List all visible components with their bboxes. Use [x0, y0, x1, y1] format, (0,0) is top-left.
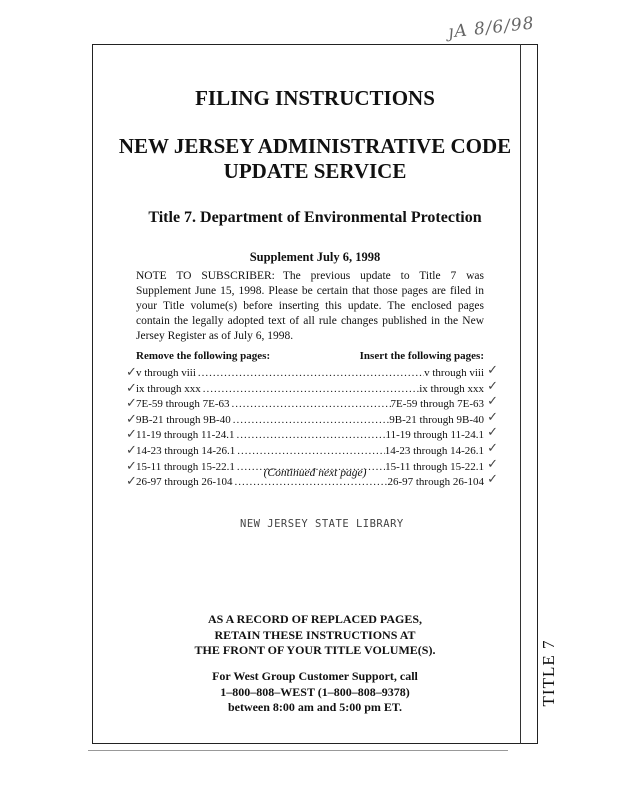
record-instructions	[92, 612, 538, 659]
support-phone: 1–800–808–WEST (1–800–808–9378)	[220, 684, 410, 699]
insert-pages: ix through xxx	[419, 382, 484, 395]
remove-pages: 26-97 through 26-104	[136, 476, 233, 489]
dot-leader	[196, 366, 424, 381]
dot-leader	[201, 382, 419, 397]
record-line3: THE FRONT OF YOUR TITLE VOLUME(S).	[194, 643, 436, 657]
library-stamp: NEW JERSEY STATE LIBRARY	[240, 518, 404, 530]
check-mark-icon: ✓	[487, 363, 498, 378]
dot-leader	[235, 444, 384, 459]
note-lead: NOTE TO SUBSCRIBER:	[136, 270, 275, 282]
check-mark-icon: ✓	[487, 472, 498, 488]
remove-pages: ix through xxx	[136, 382, 201, 395]
check-mark-icon: ✓	[487, 440, 498, 456]
check-mark-icon: ✓	[126, 365, 137, 380]
remove-pages: 7E-59 through 7E-63	[136, 398, 230, 411]
record-line2: RETAIN THESE INSTRUCTIONS AT	[214, 627, 416, 642]
remove-pages: 14-23 through 14-26.1	[136, 444, 236, 457]
subscriber-note	[136, 269, 484, 344]
check-mark-icon: ✓	[126, 380, 137, 396]
check-mark-icon: ✓	[487, 425, 498, 441]
scan-artifact-line	[88, 750, 508, 751]
check-mark-icon: ✓	[487, 456, 498, 472]
list-item	[126, 409, 498, 429]
list-item	[126, 394, 498, 413]
record-line1: AS A RECORD OF REPLACED PAGES,	[207, 612, 423, 626]
title-tab	[519, 633, 579, 713]
support-hours: between 8:00 am and 5:00 pm ET.	[227, 700, 403, 714]
check-mark-icon: ✓	[126, 411, 137, 427]
insert-header: Insert the following pages:	[359, 350, 484, 362]
title-tab-label: TITLE 7	[539, 639, 558, 707]
list-item	[126, 425, 498, 444]
title-heading: Title 7. Department of Environmental Protection	[148, 209, 482, 226]
handwritten-note: ȷA 8/6/98	[447, 13, 536, 43]
continued-note: (Continued next page)	[263, 467, 367, 479]
code-heading-line1: NEW JERSEY ADMINISTRATIVE CODE	[118, 134, 512, 158]
remove-pages: 15-11 through 15-22.1	[136, 460, 235, 473]
check-mark-icon: ✓	[126, 427, 137, 443]
note-text: The previous update to Title 7 was Supplement June 15, 1998. Please be certain that those pages are filed in your Title volume(s) before inserting this update. The enclosed pages contain the legally adopted text of all rule changes published in the New Jersey Register as of July 6, 1998.	[136, 270, 484, 342]
dot-leader	[234, 428, 385, 443]
check-mark-icon: ✓	[126, 396, 137, 412]
insert-pages: v through viii	[424, 367, 484, 379]
insert-pages: 15-11 through 15-22.1	[385, 460, 484, 473]
list-item	[126, 363, 498, 382]
list-item	[126, 378, 498, 398]
insert-pages: 14-23 through 14-26.1	[384, 444, 484, 457]
check-mark-icon: ✓	[487, 409, 498, 425]
remove-header: Remove the following pages:	[136, 350, 271, 362]
dot-leader	[231, 413, 390, 428]
check-mark-icon: ✓	[126, 474, 137, 490]
code-heading	[92, 134, 538, 184]
check-mark-icon: ✓	[487, 394, 498, 410]
dot-leader	[229, 397, 390, 412]
check-mark-icon: ✓	[487, 378, 498, 394]
remove-pages: v through viii	[136, 367, 196, 379]
insert-pages: 9B-21 through 9B-40	[389, 413, 484, 426]
columns-header	[136, 350, 484, 362]
insert-pages: 7E-59 through 7E-63	[390, 398, 484, 411]
supplement-date: Supplement July 6, 1998	[249, 250, 381, 264]
insert-pages: 11-19 through 11-24.1	[385, 429, 484, 442]
list-item	[126, 440, 498, 460]
insert-pages: 26-97 through 26-104	[387, 476, 484, 489]
remove-pages: 11-19 through 11-24.1	[136, 429, 235, 442]
check-mark-icon: ✓	[126, 458, 137, 474]
code-heading-line2: UPDATE SERVICE	[223, 159, 407, 183]
check-mark-icon: ✓	[126, 442, 137, 458]
customer-support	[92, 669, 538, 716]
support-line1: For West Group Customer Support, call	[212, 669, 418, 683]
remove-pages: 9B-21 through 9B-40	[136, 413, 231, 426]
filing-instructions-heading: FILING INSTRUCTIONS	[195, 86, 435, 110]
